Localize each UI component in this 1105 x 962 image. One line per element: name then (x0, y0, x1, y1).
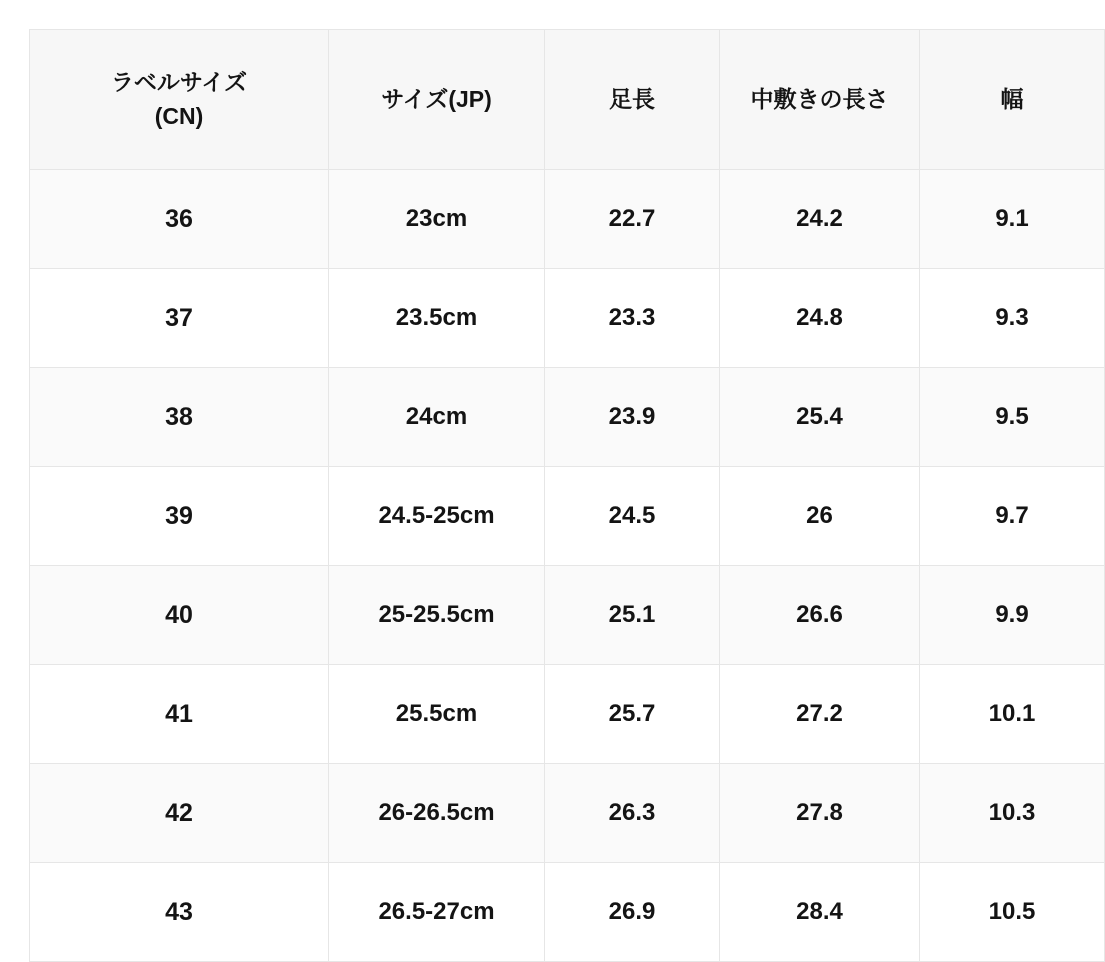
cell-size-jp: 25.5cm (329, 665, 545, 764)
cell-size-jp: 25-25.5cm (329, 566, 545, 665)
table-row (30, 665, 1105, 764)
cell-label-cn: 43 (30, 863, 329, 962)
cell-width: 9.1 (920, 170, 1105, 269)
cell-foot-length: 26.9 (545, 863, 720, 962)
column-header-foot-length (545, 30, 720, 170)
cell-insole-length: 27.8 (720, 764, 920, 863)
column-header-label-cn (30, 30, 329, 170)
column-header-foot-length-line1: 足長 (609, 85, 655, 112)
cell-size-jp: 24.5-25cm (329, 467, 545, 566)
column-header-size-jp (329, 30, 545, 170)
cell-insole-length: 27.2 (720, 665, 920, 764)
table-row (30, 467, 1105, 566)
table-row (30, 269, 1105, 368)
cell-insole-length: 26.6 (720, 566, 920, 665)
column-header-label-cn-line2: (CN) (154, 102, 204, 129)
cell-width: 10.1 (920, 665, 1105, 764)
cell-width: 9.5 (920, 368, 1105, 467)
table-header (30, 30, 1105, 170)
cell-size-jp: 23cm (329, 170, 545, 269)
cell-insole-length: 24.8 (720, 269, 920, 368)
cell-size-jp: 24cm (329, 368, 545, 467)
column-header-insole-length-line1: 中敷きの長さ (750, 85, 889, 112)
cell-label-cn: 36 (30, 170, 329, 269)
table-row (30, 566, 1105, 665)
column-header-label-cn-line1: ラベルサイズ (110, 69, 248, 96)
cell-label-cn: 38 (30, 368, 329, 467)
table-row (30, 368, 1105, 467)
cell-foot-length: 25.7 (545, 665, 720, 764)
column-header-width-line1: 幅 (1000, 85, 1024, 112)
table-header-row (30, 30, 1105, 170)
cell-label-cn: 42 (30, 764, 329, 863)
cell-label-cn: 39 (30, 467, 329, 566)
cell-foot-length: 24.5 (545, 467, 720, 566)
cell-size-jp: 26-26.5cm (329, 764, 545, 863)
cell-size-jp: 23.5cm (329, 269, 545, 368)
cell-foot-length: 26.3 (545, 764, 720, 863)
table-row (30, 170, 1105, 269)
cell-width: 10.5 (920, 863, 1105, 962)
table-body (30, 170, 1105, 962)
size-chart-table (29, 29, 1105, 962)
cell-label-cn: 40 (30, 566, 329, 665)
cell-insole-length: 25.4 (720, 368, 920, 467)
column-header-size-jp-line1: サイズ(JP) (381, 85, 492, 112)
column-header-width (920, 30, 1105, 170)
cell-label-cn: 41 (30, 665, 329, 764)
cell-foot-length: 23.9 (545, 368, 720, 467)
cell-foot-length: 23.3 (545, 269, 720, 368)
cell-width: 9.9 (920, 566, 1105, 665)
table-row (30, 764, 1105, 863)
cell-width: 10.3 (920, 764, 1105, 863)
cell-insole-length: 26 (720, 467, 920, 566)
column-header-insole-length (720, 30, 920, 170)
cell-foot-length: 22.7 (545, 170, 720, 269)
cell-width: 9.3 (920, 269, 1105, 368)
size-chart-container (29, 29, 1036, 926)
cell-insole-length: 24.2 (720, 170, 920, 269)
cell-foot-length: 25.1 (545, 566, 720, 665)
table-row (30, 863, 1105, 962)
cell-width: 9.7 (920, 467, 1105, 566)
cell-label-cn: 37 (30, 269, 329, 368)
cell-size-jp: 26.5-27cm (329, 863, 545, 962)
cell-insole-length: 28.4 (720, 863, 920, 962)
